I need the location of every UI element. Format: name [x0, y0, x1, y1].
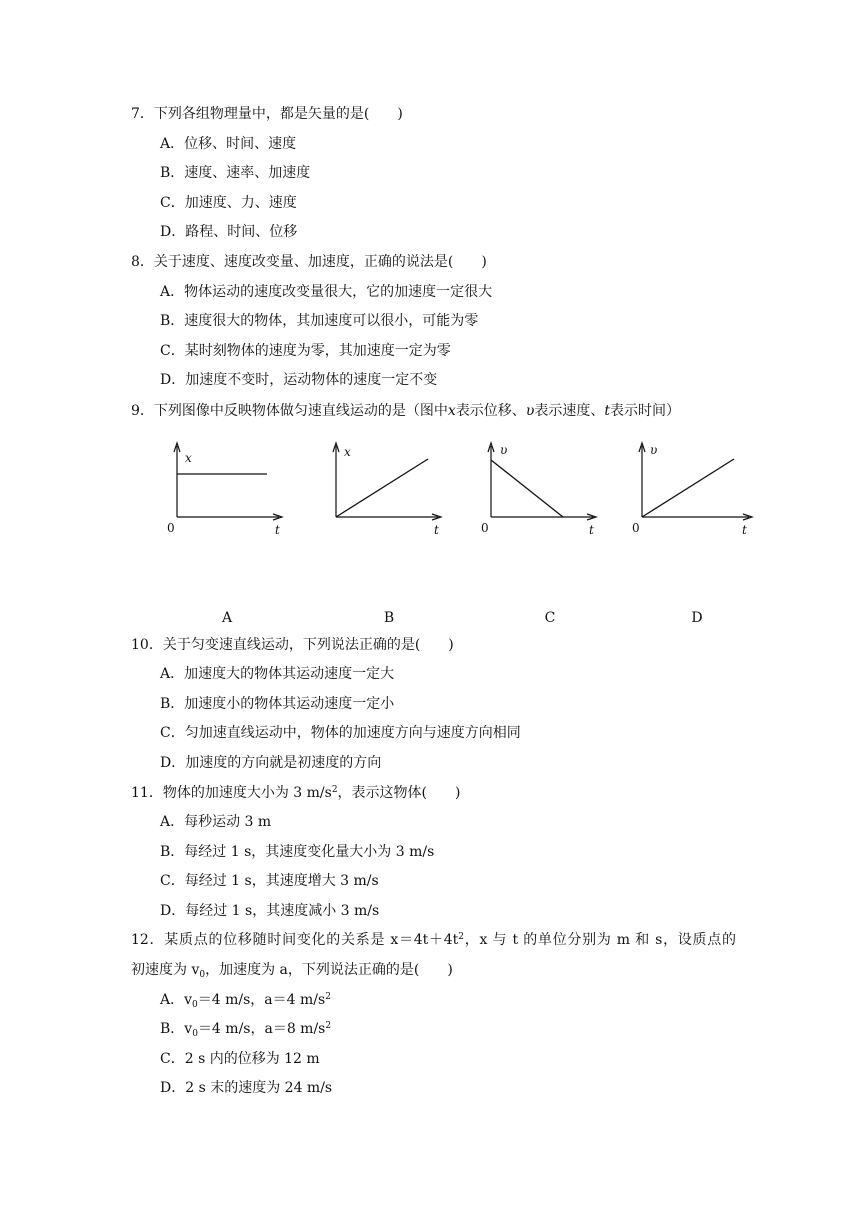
graph-b-caption: B	[383, 610, 395, 626]
question-8-option-d: D．加速度不变时，运动物体的速度一定不变	[160, 372, 438, 388]
graph-b-plot-line	[336, 459, 428, 517]
graph-c-plot-line	[491, 460, 563, 517]
graph-a	[165, 438, 285, 538]
graph-a-y-label: x	[185, 451, 192, 465]
question-7-stem: 7．下列各组物理量中，都是矢量的是( )	[131, 106, 403, 122]
question-7-option-c: C．加速度、力、速度	[160, 195, 297, 211]
question-10-option-a: A．加速度大的物体其运动速度一定大	[160, 666, 395, 682]
graph-c-y-label: υ	[500, 443, 508, 457]
question-12-option-b: B．$v_0=4$ m/s，a＝8 $m/s^2$	[160, 1021, 332, 1039]
graph-d-caption: D	[691, 610, 703, 626]
graph-d-origin-label: 0	[632, 521, 640, 535]
graph-b-x-label: t	[434, 523, 439, 537]
graph-a-origin-label: 0	[167, 521, 175, 535]
question-11-option-d: D．每经过 1 s，其速度减小 3 m/s	[160, 903, 380, 919]
question-12-stem-line-2: 初速度为 $v_0$，加速度为 a，下列说法正确的是( )	[131, 962, 453, 980]
question-10-option-c: C．匀加速直线运动中，物体的加速度方向与速度方向相同	[160, 725, 521, 741]
question-8-option-c: C．某时刻物体的速度为零，其加速度一定为零	[160, 343, 451, 359]
graph-d-y-label: υ	[650, 443, 658, 457]
graph-b	[324, 438, 444, 538]
graph-a-x-label: t	[275, 523, 280, 537]
question-10-option-b: B．加速度小的物体其运动速度一定小	[160, 696, 395, 712]
question-7-option-a: A．位移、时间、速度	[160, 136, 297, 152]
graph-a-caption: A	[221, 610, 233, 626]
question-12-stem-line-1: 12．某质点的位移随时间变化的关系是 $x=4t+4t^2$，x 与 t 的单位分别为 m 和 s，设质点的	[131, 932, 736, 948]
graph-c	[479, 438, 599, 538]
question-7-option-b: B．速度、速率、加速度	[160, 165, 311, 181]
question-8-option-b: B．速度很大的物体，其加速度可以很小，可能为零	[160, 313, 479, 329]
question-12-option-c: C．2 s 内的位移为 12 m	[160, 1051, 320, 1067]
graph-b-y-label: x	[344, 445, 351, 459]
question-11-option-c: C．每经过 1 s，其速度增大 3 m/s	[160, 873, 379, 889]
question-12-option-a: A．$v_0=4$ m/s，a＝4 $m/s^2$	[160, 992, 331, 1010]
question-8-stem: 8．关于速度、速度改变量、加速度，正确的说法是( )	[131, 254, 487, 270]
question-11-option-b: B．每经过 1 s，其速度变化量大小为 3 m/s	[160, 844, 435, 860]
graph-c-x-label: t	[589, 523, 594, 537]
question-8-option-a: A．物体运动的速度改变量很大，它的加速度一定很大	[160, 284, 493, 300]
question-10-option-d: D．加速度的方向就是初速度的方向	[160, 755, 382, 771]
question-11-option-a: A．每秒运动 3 m	[160, 814, 272, 830]
graph-c-origin-label: 0	[481, 521, 489, 535]
question-10-stem: 10．关于匀变速直线运动，下列说法正确的是( )	[131, 637, 454, 653]
question-9-stem: 9．下列图像中反映物体做匀速直线运动的是（图中x表示位移、υ表示速度、t表示时间）	[131, 403, 680, 419]
graph-d	[630, 438, 755, 538]
graph-d-plot-line	[642, 459, 734, 517]
question-11-stem: 11．物体的加速度大小为 3 $m/s^2$，表示这物体( )	[131, 785, 461, 801]
question-7-option-d: D．路程、时间、位移	[160, 224, 298, 240]
graph-d-x-label: t	[742, 523, 747, 537]
graph-c-caption: C	[544, 610, 556, 626]
question-12-option-d: D．2 s 末的速度为 24 m/s	[160, 1080, 333, 1096]
